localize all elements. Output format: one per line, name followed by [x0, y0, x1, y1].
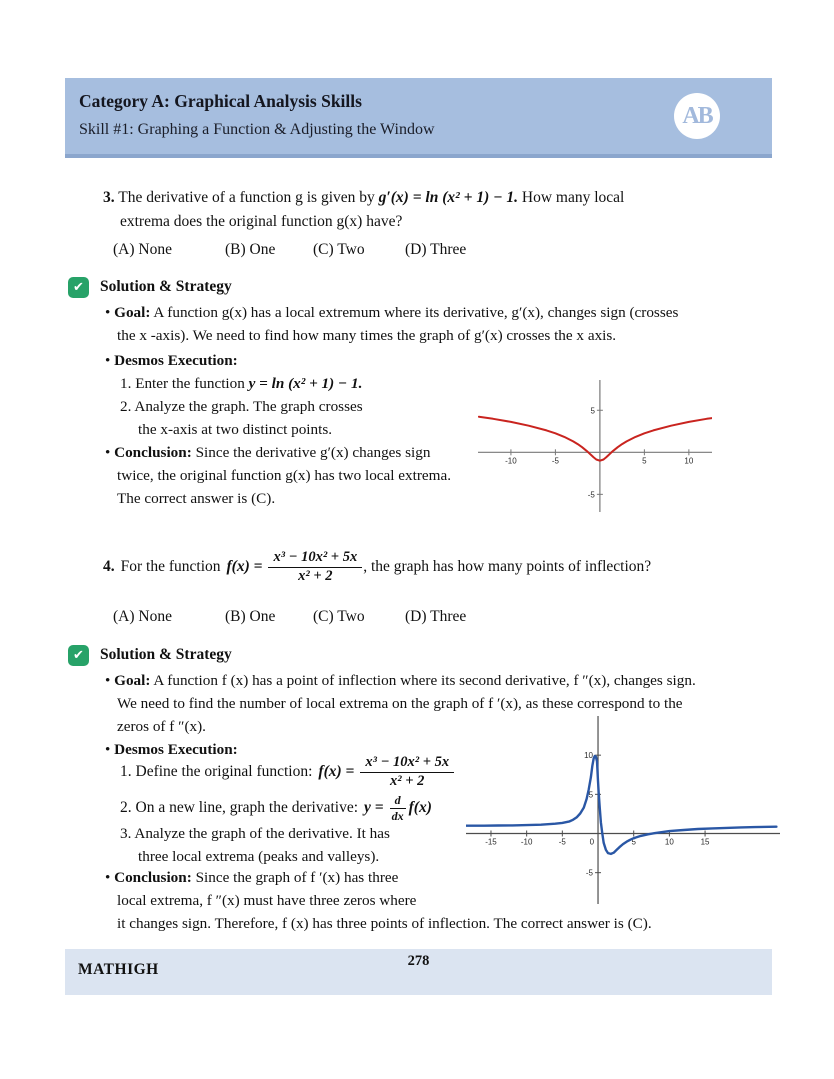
solution-3-desmos-heading — [105, 349, 238, 372]
solution-4-step-3 — [120, 822, 470, 868]
step-math: f(x) = — [318, 763, 355, 780]
page-number: 278 — [407, 953, 430, 969]
svg-text:-10: -10 — [505, 456, 517, 466]
answer-choice-c: (C) Two — [313, 608, 365, 625]
question-3-number: 3. — [103, 189, 115, 206]
svg-text:15: 15 — [700, 837, 710, 847]
answer-choice-a: (A) None — [113, 241, 172, 258]
checkmark-icon: ✔ — [68, 645, 89, 666]
derivative-graph-q4 — [466, 716, 780, 904]
fraction-numerator: d — [390, 794, 406, 809]
category-title: Category A: Graphical Analysis Skills — [79, 91, 362, 111]
goal-text: We need to find the number of local extrema on the graph of f ′(x), as these correspond to the — [117, 695, 683, 712]
step-math: y = ln (x² + 1) − 1. — [248, 375, 363, 392]
fraction-denominator: x² + 2 — [390, 772, 425, 789]
question-3-stem-end: How many local — [521, 189, 625, 206]
ab-badge: AB — [674, 93, 720, 139]
solution-3-goal — [105, 301, 773, 347]
answer-choice-d: (D) Three — [405, 608, 467, 625]
goal-text: A function f (x) has a point of inflection where its second derivative, f ″(x), changes sign. — [153, 672, 696, 689]
answer-choice-c: (C) Two — [313, 241, 365, 258]
svg-text:10: 10 — [664, 837, 674, 847]
answer-choice-b: (B) One — [225, 608, 276, 625]
brand-name: MATHIGH — [78, 961, 159, 978]
question-4-math: f(x) = — [226, 558, 263, 575]
conclusion-text: it changes sign. Therefore, f (x) has three points of inflection. The correct answer is (C). — [117, 915, 652, 932]
conclusion-text: The correct answer is (C). — [117, 490, 276, 507]
footer-band — [65, 949, 772, 995]
fraction-numerator: x³ − 10x² + 5x — [268, 550, 362, 567]
svg-text:-5: -5 — [558, 837, 566, 847]
answer-choice-d: (D) Three — [405, 241, 467, 258]
question-3-stem: The derivative of a function g is given by — [118, 189, 375, 206]
conclusion-text: local extrema, f ″(x) must have three zeros where — [117, 892, 417, 909]
goal-text: the x -axis). We need to find how many times the graph of g′(x) crosses the x axis. — [117, 327, 617, 344]
question-3 — [103, 186, 768, 234]
question-3-line-2: extrema does the original function g(x) have? — [120, 213, 403, 230]
question-4-stem-end: , the graph has how many points of inflection? — [363, 558, 652, 575]
question-3-math: g′(x) = ln (x² + 1) − 1. — [378, 189, 519, 206]
step-text: three local extrema (peaks and valleys). — [138, 848, 380, 865]
svg-text:-10: -10 — [520, 837, 533, 847]
svg-text:5: 5 — [590, 406, 595, 416]
derivative-fraction — [390, 794, 406, 822]
answer-choice-b: (B) One — [225, 241, 276, 258]
svg-text:5: 5 — [588, 790, 594, 800]
skill-subtitle: Skill #1: Graphing a Function & Adjusting the Window — [79, 121, 435, 138]
svg-text:10: 10 — [584, 751, 594, 761]
step-text: the x-axis at two distinct points. — [138, 421, 333, 438]
step-math: f(x) — [408, 799, 432, 816]
question-4-stem: For the function — [120, 558, 221, 575]
step-math: y = — [364, 799, 384, 816]
conclusion-text: twice, the original function g(x) has two local extrema. — [117, 467, 452, 484]
conclusion-text: Since the graph of f ′(x) has three — [195, 869, 399, 886]
svg-text:5: 5 — [631, 837, 636, 847]
desmos-label: Desmos Execution: — [114, 352, 238, 369]
step-text: 3. Analyze the graph of the derivative. It has — [120, 825, 390, 842]
solution-3-step-1 — [120, 372, 362, 395]
svg-text:-15: -15 — [485, 837, 497, 847]
conclusion-label: Conclusion: — [114, 444, 192, 461]
step-text: 1. Define the original function: — [120, 763, 313, 780]
conclusion-text: Since the derivative g′(x) changes sign — [195, 444, 431, 461]
svg-text:-5: -5 — [551, 456, 559, 466]
checkmark-icon: ✔ — [68, 277, 89, 298]
fraction-denominator: dx — [391, 808, 404, 823]
solution-4-step-2 — [120, 792, 432, 824]
svg-text:5: 5 — [642, 456, 647, 466]
svg-text:0: 0 — [589, 837, 595, 847]
conclusion-label: Conclusion: — [114, 869, 192, 886]
desmos-label: Desmos Execution: — [114, 741, 238, 758]
answer-choice-a: (A) None — [113, 608, 172, 625]
goal-label: Goal: — [114, 672, 151, 689]
question-4 — [103, 543, 651, 591]
svg-text:10: 10 — [684, 456, 694, 466]
question-4-number: 4. — [103, 558, 115, 575]
solution-4-step-1 — [120, 752, 454, 792]
step-text: 1. Enter the function — [120, 375, 245, 392]
solution-3-title: Solution & Strategy — [100, 278, 232, 295]
fraction — [360, 755, 454, 788]
solution-3-step-2 — [120, 395, 470, 441]
solution-4-title: Solution & Strategy — [100, 646, 232, 663]
step-text: 2. Analyze the graph. The graph crosses — [120, 398, 363, 415]
question-3-choices — [0, 241, 834, 261]
solution-3-conclusion — [105, 441, 505, 510]
question-4-choices — [0, 608, 834, 628]
step-text: 2. On a new line, graph the derivative: — [120, 799, 359, 816]
fraction-denominator: x² + 2 — [298, 567, 333, 584]
header-band — [65, 78, 772, 158]
goal-label: Goal: — [114, 304, 151, 321]
question-3-line-1 — [103, 186, 768, 210]
fraction — [268, 550, 362, 583]
fraction-numerator: x³ − 10x² + 5x — [360, 755, 454, 772]
derivative-graph-q3 — [478, 380, 712, 512]
goal-text: A function g(x) has a local extremum where its derivative, g′(x), changes sign (crosses — [153, 304, 679, 321]
goal-text: zeros of f ″(x). — [117, 718, 206, 735]
svg-text:-5: -5 — [585, 868, 594, 878]
svg-text:-5: -5 — [587, 490, 595, 500]
